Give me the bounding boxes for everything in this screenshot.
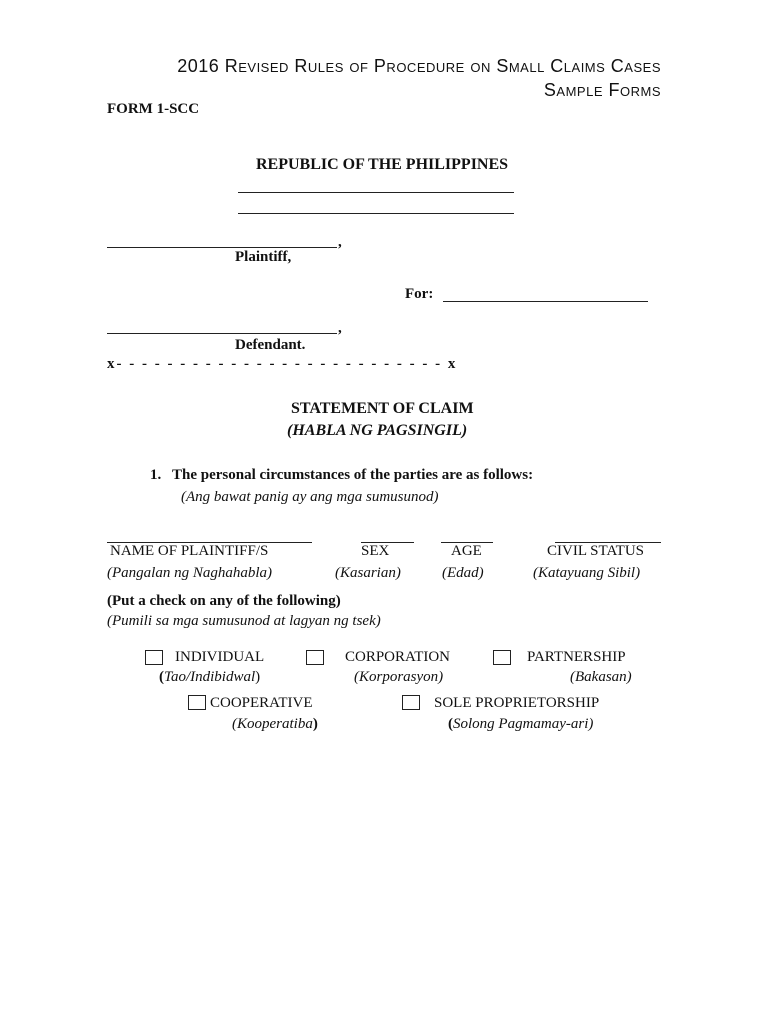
check-instruction: (Put a check on any of the following) [107,593,341,609]
republic-heading: REPUBLIC OF THE PHILIPPINES [256,156,509,173]
sole-proprietorship-translation-text: Solong Pagmamay-ari) [453,716,594,732]
item-1-number: 1. [150,467,162,483]
x-separator: x- - - - - - - - - - - - - - - - - - - - - - - - - - x [107,356,458,372]
court-name-line[interactable] [238,192,514,193]
partnership-checkbox[interactable] [493,650,511,665]
sole-proprietorship-checkbox[interactable] [402,695,420,710]
corporation-label: CORPORATION [345,649,451,665]
cooperative-translation-text: (Kooperatiba [232,716,313,732]
defendant-name-line[interactable] [107,333,337,334]
paren-open: ( [159,669,164,685]
header-title [177,56,661,77]
paren-close-bold: ) [312,716,318,732]
paren-close: ) [255,669,261,685]
for-claim-line[interactable] [443,301,648,302]
sole-proprietorship-label: SOLE PROPRIETORSHIP [434,695,600,711]
header-subtitle-text: Sample Forms [543,80,661,100]
form-code: FORM 1-SCC [107,101,200,117]
item-1-text: The personal circumstances of the parties are as follows: [172,467,534,483]
item-1-translation: (Ang bawat panig ay ang mga sumusunod) [181,489,439,505]
corporation-translation: (Korporasyon) [354,669,444,685]
column-civil-status-label: CIVIL STATUS [547,543,644,559]
individual-translation [159,669,260,686]
column-civil-status-translation: (Katayuang Sibil) [533,565,641,581]
plaintiff-name-line[interactable] [107,247,337,248]
column-sex-translation: (Kasarian) [335,565,401,581]
plaintiff-comma: , [338,234,342,250]
plaintiff-label: Plaintiff, [235,249,292,265]
corporation-checkbox[interactable] [306,650,324,665]
column-age-translation: (Edad) [442,565,484,581]
statement-title: STATEMENT OF CLAIM [291,400,474,417]
individual-label: INDIVIDUAL [175,649,265,665]
paren-open-bold: ( [448,716,453,732]
individual-checkbox[interactable] [145,650,163,665]
defendant-label: Defendant. [235,337,306,353]
defendant-comma: , [338,320,342,336]
cooperative-label: COOPERATIVE [210,695,313,711]
statement-subtitle: (HABLA NG PAGSINGIL) [287,422,468,439]
individual-translation-text: Tao/Indibidwal [164,669,256,685]
column-name-translation: (Pangalan ng Naghahabla) [107,565,272,581]
header-title-text: 2016 Revised Rules of Procedure on Small Claims Cases [177,56,661,76]
column-name-label: NAME OF PLAINTIFF/S [110,543,269,559]
partnership-label: PARTNERSHIP [527,649,626,665]
for-label: For: [405,286,434,302]
cooperative-checkbox[interactable] [188,695,206,710]
check-instruction-translation: (Pumili sa mga sumusunod at lagyan ng tsek) [107,613,381,629]
column-sex-label: SEX [361,543,390,559]
column-age-label: AGE [451,543,482,559]
court-location-line[interactable] [238,213,514,214]
header-subtitle [544,80,661,101]
partnership-translation: (Bakasan) [570,669,632,685]
sole-proprietorship-translation [448,716,593,733]
cooperative-translation [232,716,318,733]
